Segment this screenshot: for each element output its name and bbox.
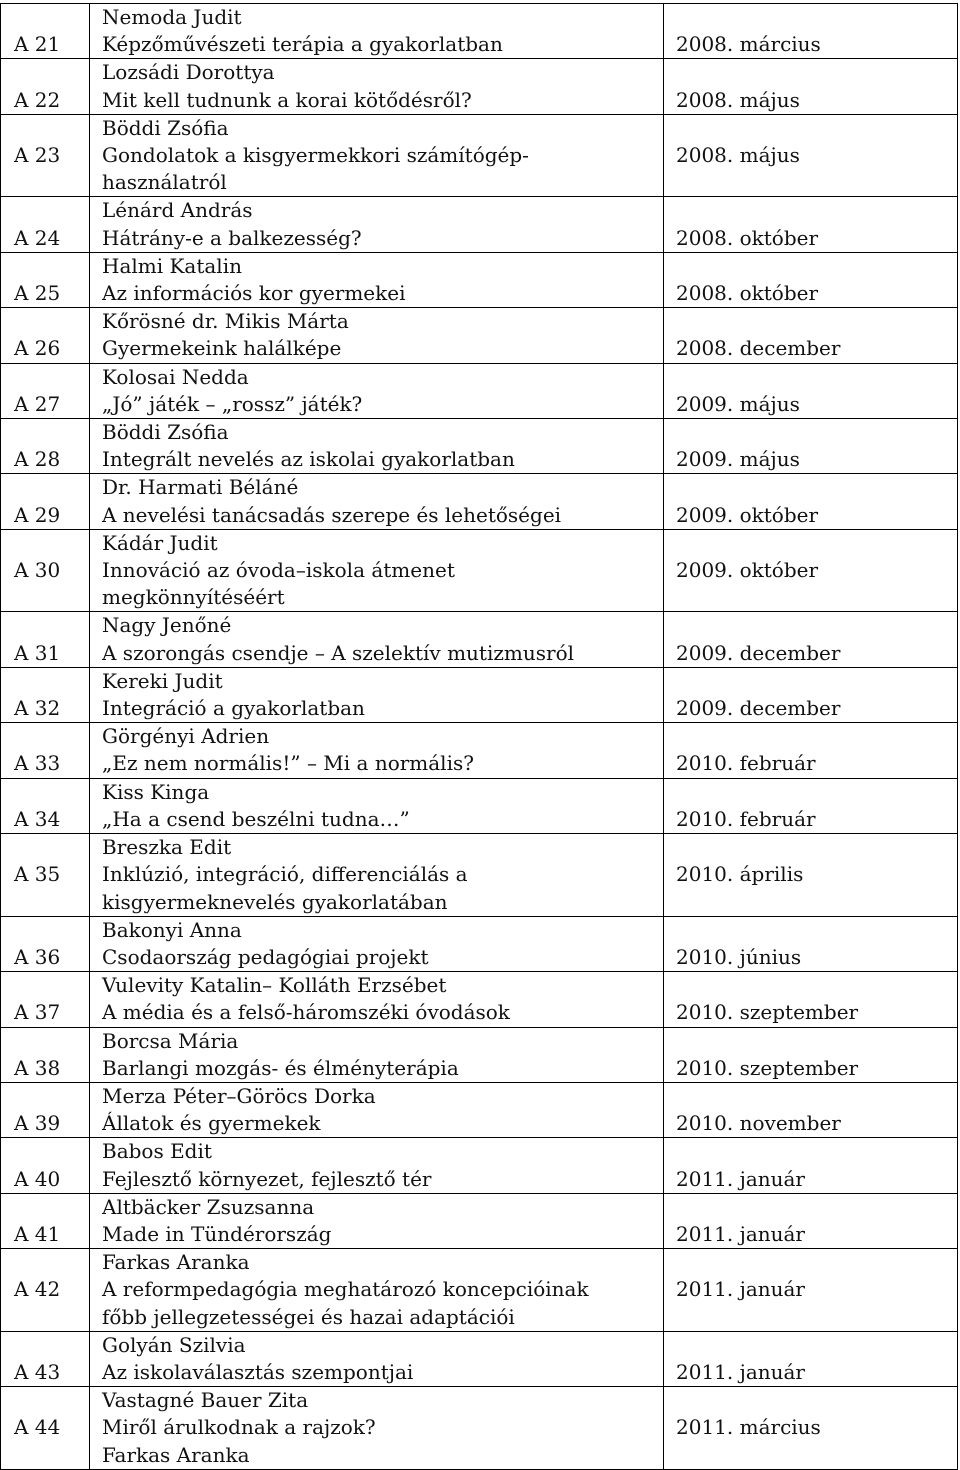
row-date: 2009. október: [676, 558, 819, 583]
row-date: 2009. május: [676, 391, 800, 416]
table-row: [1, 59, 958, 114]
row-code-cell: [1, 916, 90, 971]
row-date: 2010. november: [676, 1111, 841, 1136]
row-date-cell: [664, 972, 958, 1027]
table-row: [1, 612, 958, 667]
row-title-cell: [90, 197, 664, 252]
row-title-line: Képzőművészeti terápia a gyakorlatban: [102, 32, 503, 57]
row-code-cell: [1, 972, 90, 1027]
table-row: [1, 1027, 958, 1082]
row-title-cell: [90, 474, 664, 529]
row-date-cell: [664, 4, 958, 59]
row-title-line: Kőrösné dr. Mikis Márta: [102, 309, 349, 334]
row-title-line: Hátrány-e a balkezesség?: [102, 225, 362, 250]
table-row: [1, 778, 958, 833]
row-title-line: Mit kell tudnunk a korai kötődésről?: [102, 87, 472, 112]
row-code-cell: [1, 308, 90, 363]
row-date: 2009. december: [676, 640, 841, 665]
row-code-cell: [1, 252, 90, 307]
row-title-line: használatról: [102, 170, 227, 195]
row-code: A 38: [14, 1055, 61, 1080]
row-code-cell: [1, 419, 90, 474]
row-title-line: Bakonyi Anna: [102, 917, 242, 942]
table-row: [1, 197, 958, 252]
table-row: [1, 529, 958, 612]
row-code-cell: [1, 529, 90, 612]
row-title-line: Integráció a gyakorlatban: [102, 696, 365, 721]
row-code: A 34: [14, 806, 61, 831]
row-code: A 41: [14, 1221, 61, 1246]
row-code: A 29: [14, 502, 61, 527]
row-date: 2011. január: [676, 1277, 805, 1302]
row-code: A 27: [14, 391, 61, 416]
table-row: [1, 474, 958, 529]
row-title-line: Kiss Kinga: [102, 779, 210, 804]
row-code-cell: [1, 612, 90, 667]
row-date: 2008. október: [676, 225, 819, 250]
row-title-line: Innováció az óvoda–iskola átmenet: [102, 558, 455, 583]
row-title-cell: [90, 4, 664, 59]
row-date: 2009. december: [676, 696, 841, 721]
row-date-cell: [664, 1193, 958, 1248]
row-title-line: Vastagné Bauer Zita: [102, 1388, 309, 1413]
row-code-cell: [1, 1027, 90, 1082]
row-title-cell: [90, 308, 664, 363]
row-code-cell: [1, 778, 90, 833]
row-date-cell: [664, 1138, 958, 1193]
row-code: A 35: [14, 862, 61, 887]
row-title-line: Farkas Aranka: [102, 1442, 250, 1467]
table-row: [1, 723, 958, 778]
row-title-line: Kádár Judit: [102, 530, 218, 555]
row-code-cell: [1, 1138, 90, 1193]
row-code: A 39: [14, 1111, 61, 1136]
row-title-cell: [90, 1082, 664, 1137]
row-code-cell: [1, 4, 90, 59]
row-title-line: Gyermekeink halálképe: [102, 336, 342, 361]
row-code-cell: [1, 723, 90, 778]
row-title-line: Lénárd András: [102, 198, 253, 223]
row-date: 2008. május: [676, 87, 800, 112]
row-title-line: Inklúzió, integráció, differenciálás a: [102, 862, 468, 887]
row-date-cell: [664, 612, 958, 667]
row-title-line: A szorongás csendje – A szelektív mutizmusról: [102, 640, 575, 665]
row-date: 2011. január: [676, 1359, 805, 1384]
row-title-line: kisgyermeknevelés gyakorlatában: [102, 889, 448, 914]
row-date: 2008. május: [676, 143, 800, 168]
row-code-cell: [1, 834, 90, 917]
row-title-cell: [90, 114, 664, 197]
table-row: [1, 1138, 958, 1193]
row-date-cell: [664, 252, 958, 307]
table-row: [1, 667, 958, 722]
row-date-cell: [664, 667, 958, 722]
row-title-cell: [90, 59, 664, 114]
row-title-line: Miről árulkodnak a rajzok?: [102, 1415, 376, 1440]
row-date-cell: [664, 114, 958, 197]
row-code-cell: [1, 1249, 90, 1332]
row-title-line: Az információs kor gyermekei: [102, 281, 406, 306]
row-title-line: Integrált nevelés az iskolai gyakorlatban: [102, 447, 515, 472]
row-code-cell: [1, 114, 90, 197]
row-title-cell: [90, 1027, 664, 1082]
row-title-cell: [90, 419, 664, 474]
row-title-line: A média és a felső-háromszéki óvodások: [102, 1000, 510, 1025]
row-title-cell: [90, 667, 664, 722]
row-code: A 25: [14, 281, 61, 306]
table-row: [1, 1082, 958, 1137]
row-title-cell: [90, 1387, 664, 1470]
row-title-line: Gondolatok a kisgyermekkori számítógép-: [102, 143, 529, 168]
row-title-cell: [90, 834, 664, 917]
row-date-cell: [664, 529, 958, 612]
row-date-cell: [664, 419, 958, 474]
table-row: [1, 114, 958, 197]
row-title-line: Kereki Judit: [102, 668, 223, 693]
row-title-cell: [90, 1138, 664, 1193]
row-date-cell: [664, 1249, 958, 1332]
row-date-cell: [664, 363, 958, 418]
row-title-line: Görgényi Adrien: [102, 724, 270, 749]
table-row: [1, 252, 958, 307]
row-code: A 40: [14, 1166, 61, 1191]
row-title-line: Made in Tündérország: [102, 1221, 332, 1246]
row-title-line: Az iskolaválasztás szempontjai: [102, 1359, 414, 1384]
table-body: [1, 4, 958, 1470]
row-date-cell: [664, 1082, 958, 1137]
row-date-cell: [664, 197, 958, 252]
row-code-cell: [1, 1082, 90, 1137]
row-date: 2011. január: [676, 1221, 805, 1246]
row-code-cell: [1, 474, 90, 529]
row-title-line: Halmi Katalin: [102, 253, 242, 278]
table-row: [1, 363, 958, 418]
row-title-line: Dr. Harmati Béláné: [102, 475, 299, 500]
row-title-line: Borcsa Mária: [102, 1028, 239, 1053]
row-date-cell: [664, 834, 958, 917]
row-code-cell: [1, 363, 90, 418]
row-title-cell: [90, 972, 664, 1027]
row-title-line: „Jó” játék – „rossz” játék?: [102, 391, 363, 416]
publication-table: [0, 3, 958, 1470]
row-title-cell: [90, 1331, 664, 1386]
row-date: 2009. május: [676, 447, 800, 472]
row-code: A 32: [14, 696, 61, 721]
row-date: 2010. szeptember: [676, 1055, 859, 1080]
row-date: 2010. február: [676, 806, 816, 831]
row-title-cell: [90, 252, 664, 307]
row-title-cell: [90, 778, 664, 833]
row-title-cell: [90, 363, 664, 418]
row-title-line: Nagy Jenőné: [102, 613, 232, 638]
row-title-line: Böddi Zsófia: [102, 420, 229, 445]
row-title-line: „Ha a csend beszélni tudna…”: [102, 806, 410, 831]
row-title-line: Vulevity Katalin– Kolláth Erzsébet: [102, 973, 447, 998]
row-code-cell: [1, 1331, 90, 1386]
row-code: A 24: [14, 225, 61, 250]
row-code: A 37: [14, 1000, 61, 1025]
row-code-cell: [1, 1193, 90, 1248]
row-title-line: főbb jellegzetességei és hazai adaptációi: [102, 1304, 515, 1329]
row-title-line: Breszka Edit: [102, 835, 232, 860]
row-code: A 30: [14, 558, 61, 583]
row-title-line: Csodaország pedagógiai projekt: [102, 944, 429, 969]
row-date-cell: [664, 723, 958, 778]
row-code: A 36: [14, 944, 61, 969]
table-row: [1, 1193, 958, 1248]
row-date-cell: [664, 308, 958, 363]
row-title-line: Altbäcker Zsuzsanna: [102, 1194, 315, 1219]
row-date-cell: [664, 1387, 958, 1470]
row-date-cell: [664, 1331, 958, 1386]
row-title-line: Kolosai Nedda: [102, 364, 249, 389]
row-title-line: Fejlesztő környezet, fejlesztő tér: [102, 1166, 432, 1191]
row-title-line: Nemoda Judit: [102, 5, 242, 29]
row-title-cell: [90, 916, 664, 971]
row-date: 2008. október: [676, 281, 819, 306]
row-title-line: A reformpedagógia meghatározó koncepcióinak: [102, 1277, 589, 1302]
table-row: [1, 308, 958, 363]
row-date: 2011. március: [676, 1415, 821, 1440]
row-title-line: Barlangi mozgás- és élményterápia: [102, 1055, 459, 1080]
row-date: 2010. február: [676, 751, 816, 776]
row-title-line: megkönnyítéséért: [102, 585, 285, 610]
row-code: A 21: [14, 32, 61, 57]
row-date: 2011. január: [676, 1166, 805, 1191]
table-row: [1, 1331, 958, 1386]
row-title-cell: [90, 723, 664, 778]
table-row: [1, 834, 958, 917]
table-row: [1, 916, 958, 971]
table-row: [1, 4, 958, 59]
row-code: A 44: [14, 1415, 61, 1440]
row-date: 2009. október: [676, 502, 819, 527]
row-title-cell: [90, 1193, 664, 1248]
row-code: A 28: [14, 447, 61, 472]
row-title-line: „Ez nem normális!” – Mi a normális?: [102, 751, 474, 776]
row-date-cell: [664, 916, 958, 971]
row-title-line: Farkas Aranka: [102, 1250, 250, 1275]
row-title-cell: [90, 1249, 664, 1332]
row-title-cell: [90, 612, 664, 667]
row-code-cell: [1, 1387, 90, 1470]
row-title-line: Lozsádi Dorottya: [102, 60, 275, 85]
row-date-cell: [664, 1027, 958, 1082]
row-date: 2008. március: [676, 32, 821, 57]
row-title-line: Babos Edit: [102, 1139, 212, 1164]
row-date-cell: [664, 59, 958, 114]
row-code: A 33: [14, 751, 61, 776]
table-row: [1, 1387, 958, 1470]
row-code: A 43: [14, 1359, 61, 1384]
row-title-cell: [90, 529, 664, 612]
table-row: [1, 419, 958, 474]
row-title-line: Golyán Szilvia: [102, 1332, 246, 1357]
table-row: [1, 1249, 958, 1332]
row-code: A 31: [14, 640, 61, 665]
row-code-cell: [1, 59, 90, 114]
table-row: [1, 972, 958, 1027]
row-code-cell: [1, 197, 90, 252]
row-date-cell: [664, 778, 958, 833]
row-date: 2010. június: [676, 944, 802, 969]
row-date: 2010. szeptember: [676, 1000, 859, 1025]
row-title-line: Böddi Zsófia: [102, 115, 229, 140]
row-code: A 42: [14, 1277, 61, 1302]
row-code: A 22: [14, 87, 61, 112]
row-code: A 23: [14, 143, 61, 168]
row-date: 2010. április: [676, 862, 804, 887]
row-date-cell: [664, 474, 958, 529]
row-title-line: Merza Péter–Göröcs Dorka: [102, 1083, 376, 1108]
row-code: A 26: [14, 336, 61, 361]
row-title-line: Állatok és gyermekek: [102, 1111, 321, 1136]
row-date: 2008. december: [676, 336, 841, 361]
row-code-cell: [1, 667, 90, 722]
row-title-line: A nevelési tanácsadás szerepe és lehetőségei: [102, 502, 562, 527]
